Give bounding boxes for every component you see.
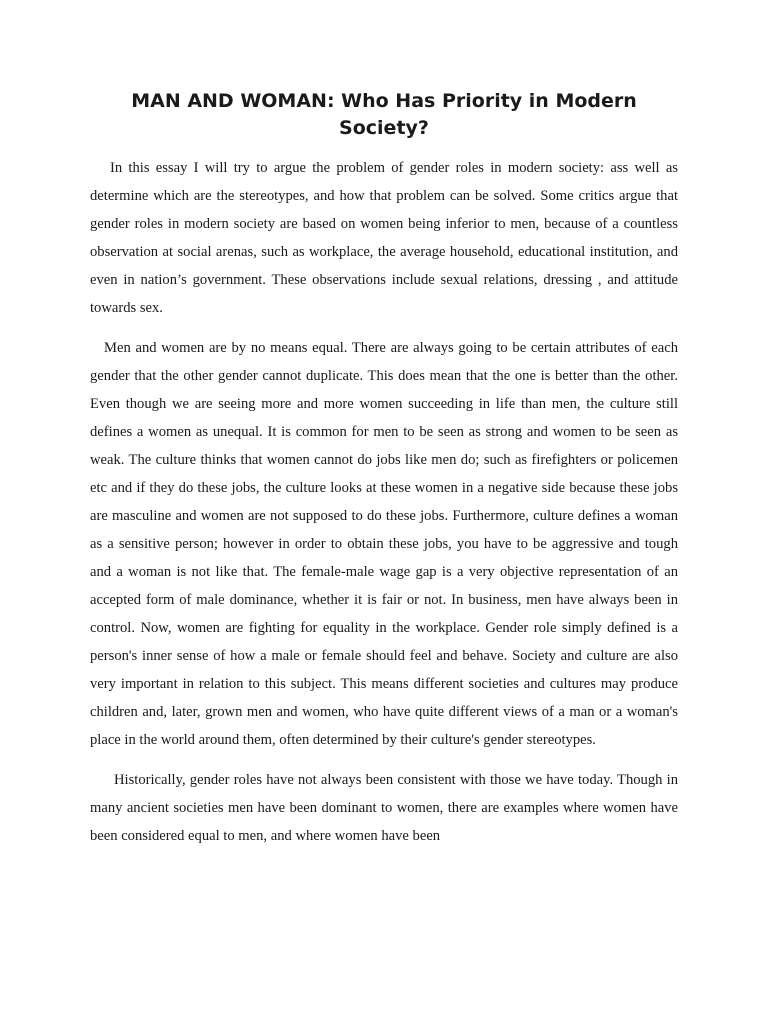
body-paragraph-2: Men and women are by no means equal. There are always going to be certain attributes of each gender that the other gender cannot duplicate. This does mean that the one is better than the other. Even though we are seeing more and more women succeeding in life than men, the culture still defines a women as unequal. It is common for men to be seen as strong and women to be seen as weak. The culture thinks that women cannot do jobs like men do; such as firefighters or policemen etc and if they do these jobs, the culture looks at these women in a negative side because these jobs are masculine and women are not supposed to do these jobs. Furthermore, culture defines a woman as a sensitive person; however in order to obtain these jobs, you have to be aggressive and tough and a woman is not like that. The female-male wage gap is a very objective representation of an accepted form of male dominance, whether it is fair or not. In business, men have always been in control. Now, women are fighting for equality in the workplace. Gender role simply defined is a person's inner sense of how a male or female should feel and behave. Society and culture are also very important in relation to this subject. This means different societies and cultures may produce children and, later, grown men and women, who have quite different views of a man or a woman's place in the world around them, often determined by their culture's gender stereotypes. (90, 340, 678, 748)
document-body (90, 154, 678, 862)
body-paragraph-1: In this essay I will try to argue the problem of gender roles in modern society: ass well as determine which are the stereotypes, and how that problem can be solved. Some critics argue that gender roles in modern society are based on women being inferior to men, because of a countless observation at social arenas, such as workplace, the average household, educational institution, and even in nation’s government. These observations include sexual relations, dressing , and attitude towards sex. (90, 160, 678, 316)
document-title: MAN AND WOMAN: Who Has Priority in Modern Society? (131, 90, 637, 139)
body-paragraph-3: Historically, gender roles have not always been consistent with those we have today. Though in many ancient societies men have been dominant to women, there are examples where women have been considered equal to men, and where women have been (90, 772, 678, 844)
